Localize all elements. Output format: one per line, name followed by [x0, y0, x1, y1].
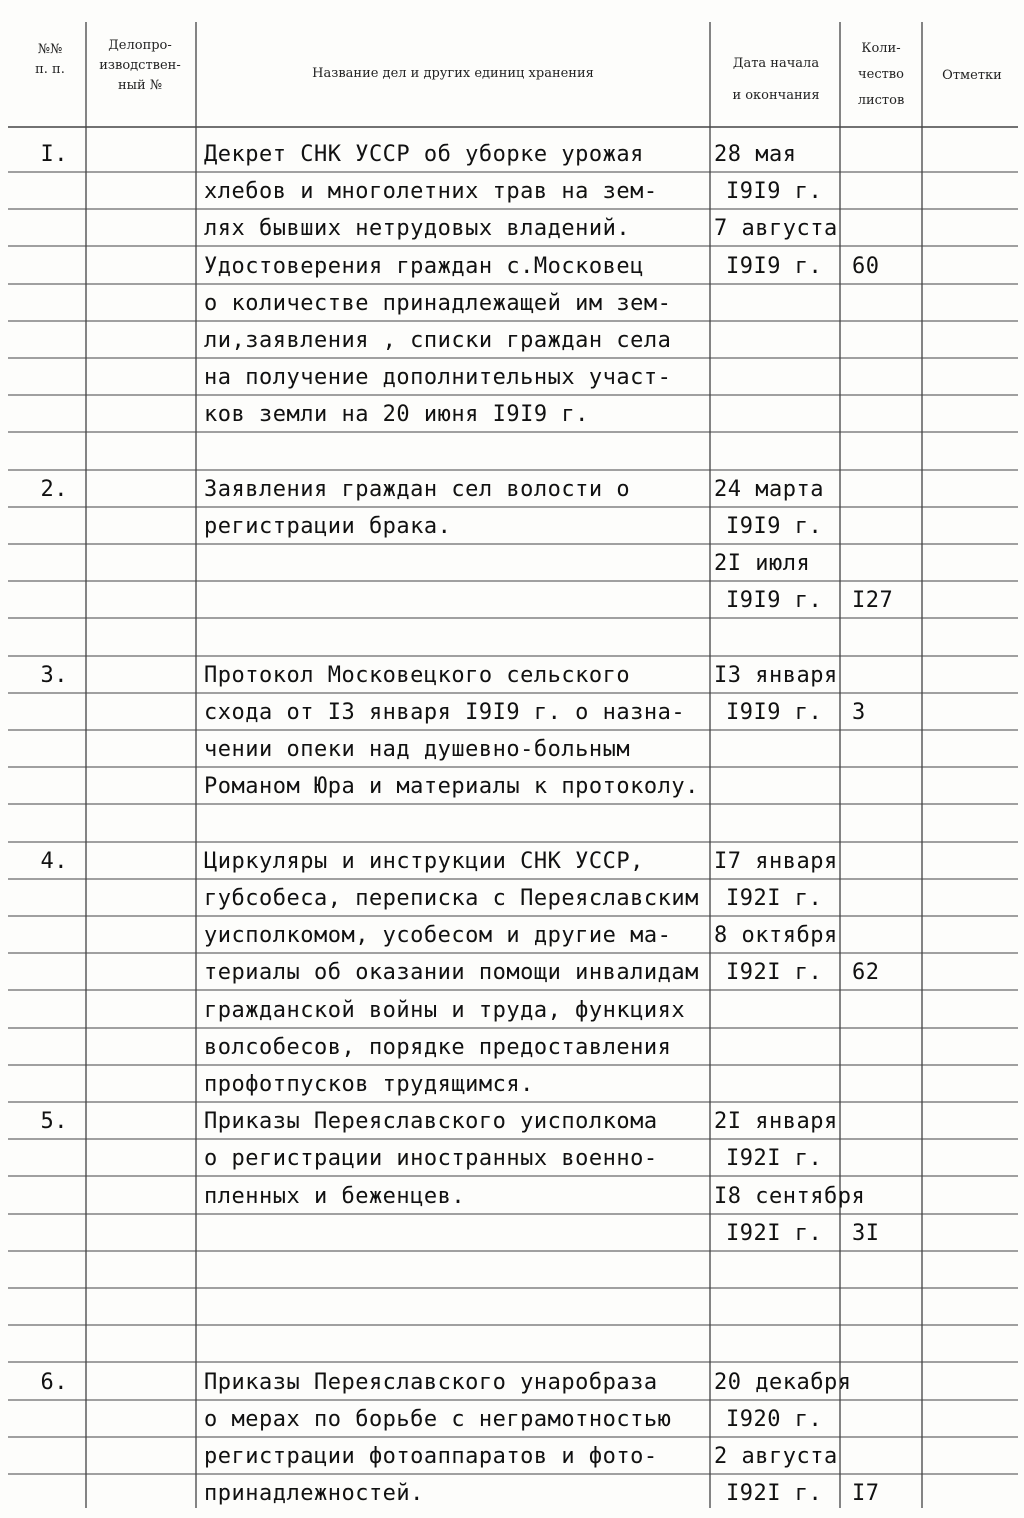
entry-number: I.: [40, 142, 68, 167]
entry-date-line: 24 марта: [714, 476, 824, 502]
entry-title-line: о количестве принадлежащей им зем-: [204, 290, 672, 316]
header-dates: [712, 48, 840, 112]
header-dates-text: Дата начала и окончания: [732, 56, 820, 103]
entry-date-line: I92I г.: [726, 960, 823, 986]
header-sheets: [842, 36, 920, 114]
entry-title-line: Романом Юра и материалы к протоколу.: [204, 774, 699, 800]
entry-date-line: I8 сентября: [714, 1183, 866, 1209]
entry-number: 4.: [40, 848, 68, 874]
entry-title-line: лях бывших нетрудовых владений.: [204, 216, 631, 242]
entry-date-line: 2I января: [714, 1109, 838, 1135]
entry-date-line: I9I9 г.: [726, 588, 823, 614]
entry-date-line: I920 г.: [726, 1406, 823, 1432]
entry-date-line: I9I9 г.: [726, 514, 823, 539]
header-sheets-text: Коли- чество листов: [857, 41, 905, 108]
header-title-text: Название дел и других единиц хранения: [312, 66, 594, 81]
entry-title-line: Приказы Переяславского унаробраза: [204, 1369, 658, 1395]
entry-title-line: териалы об оказании помощи инвалидам: [204, 960, 699, 986]
entry-title-line: ли,заявления , списки граждан села: [204, 328, 672, 353]
entry-date-line: I92I г.: [726, 886, 823, 911]
entry-title-line: профотпусков трудящимся.: [204, 1072, 534, 1097]
entry-sheet-count: 60: [852, 253, 880, 279]
entry-date-line: 2 августа: [714, 1444, 838, 1469]
entry-title-line: ков земли на 20 июня I9I9 г.: [204, 402, 589, 428]
entry-date-line: I9I9 г.: [726, 179, 823, 205]
entry-date-line: I9I9 г.: [726, 253, 823, 279]
header-office-num: [88, 36, 192, 96]
entry-number: 3.: [40, 662, 68, 688]
entry-title-line: хлебов и многолетних трав на зем-: [204, 179, 658, 205]
entry-date-line: 2I июля: [714, 551, 811, 577]
entry-title-line: Протокол Московецкого сельского: [204, 662, 631, 688]
entry-sheet-count: 62: [852, 960, 880, 986]
entry-date-line: 20 декабря: [714, 1369, 852, 1395]
entry-title-line: схода от I3 января I9I9 г. о назна-: [204, 700, 686, 725]
entry-date-line: I7 января: [714, 848, 838, 874]
entry-date-line: I92I г.: [726, 1146, 823, 1172]
entry-sheet-count: 3: [852, 700, 866, 725]
header-num-text: №№ п. п.: [35, 42, 65, 77]
entry-date-line: I92I г.: [726, 1220, 823, 1246]
entry-title-line: пленных и беженцев.: [204, 1183, 466, 1209]
entry-title-line: уисполкомом, усобесом и другие ма-: [204, 923, 672, 949]
entry-date-line: I9I9 г.: [726, 700, 823, 725]
entry-date-line: I92I г.: [726, 1481, 823, 1507]
header-title: [198, 64, 708, 84]
header-notes-text: Отметки: [942, 68, 1002, 83]
entry-title-line: Заявления граждан сел волости о: [204, 476, 631, 502]
entry-number: 2.: [40, 476, 68, 502]
entry-title-line: регистрации брака.: [204, 514, 452, 539]
entry-sheet-count: I7: [852, 1481, 880, 1507]
entry-title-line: Удостоверения граждан с.Московец: [204, 253, 644, 279]
entry-number: 5.: [40, 1109, 68, 1135]
entry-title-line: принадлежностей.: [204, 1481, 424, 1507]
entry-date-line: I3 января: [714, 662, 838, 688]
entry-date-line: 7 августа: [714, 216, 838, 242]
entry-title-line: Циркуляры и инструкции СНК УССР,: [204, 848, 644, 874]
header-num: [20, 40, 80, 80]
entry-title-line: чении опеки над душевно-больным: [204, 737, 631, 763]
entry-title-line: гражданской войны и труда, функциях: [204, 997, 686, 1023]
entry-number: 6.: [40, 1369, 68, 1395]
entry-sheet-count: 3I: [852, 1220, 880, 1246]
entry-date-line: 28 мая: [714, 142, 797, 167]
entry-title-line: волсобесов, порядке предоставления: [204, 1034, 672, 1060]
entry-title-line: губсобеса, переписка с Переяславским: [204, 886, 699, 911]
entry-title-line: о регистрации иностранных военно-: [204, 1146, 658, 1172]
entry-title-line: регистрации фотоаппаратов и фото-: [204, 1444, 658, 1469]
header-notes: [924, 66, 1020, 86]
entry-title-line: Декрет СНК УССР об уборке урожая: [204, 142, 644, 167]
header-office-num-text: Делопро- изводствен- ный №: [99, 38, 181, 93]
entry-sheet-count: I27: [852, 588, 894, 614]
entry-date-line: 8 октября: [714, 923, 838, 949]
entry-title-line: на получение дополнительных участ-: [204, 365, 672, 391]
entry-title-line: о мерах по борьбе с неграмотностью: [204, 1406, 672, 1432]
entry-title-line: Приказы Переяславского уисполкома: [204, 1109, 658, 1135]
